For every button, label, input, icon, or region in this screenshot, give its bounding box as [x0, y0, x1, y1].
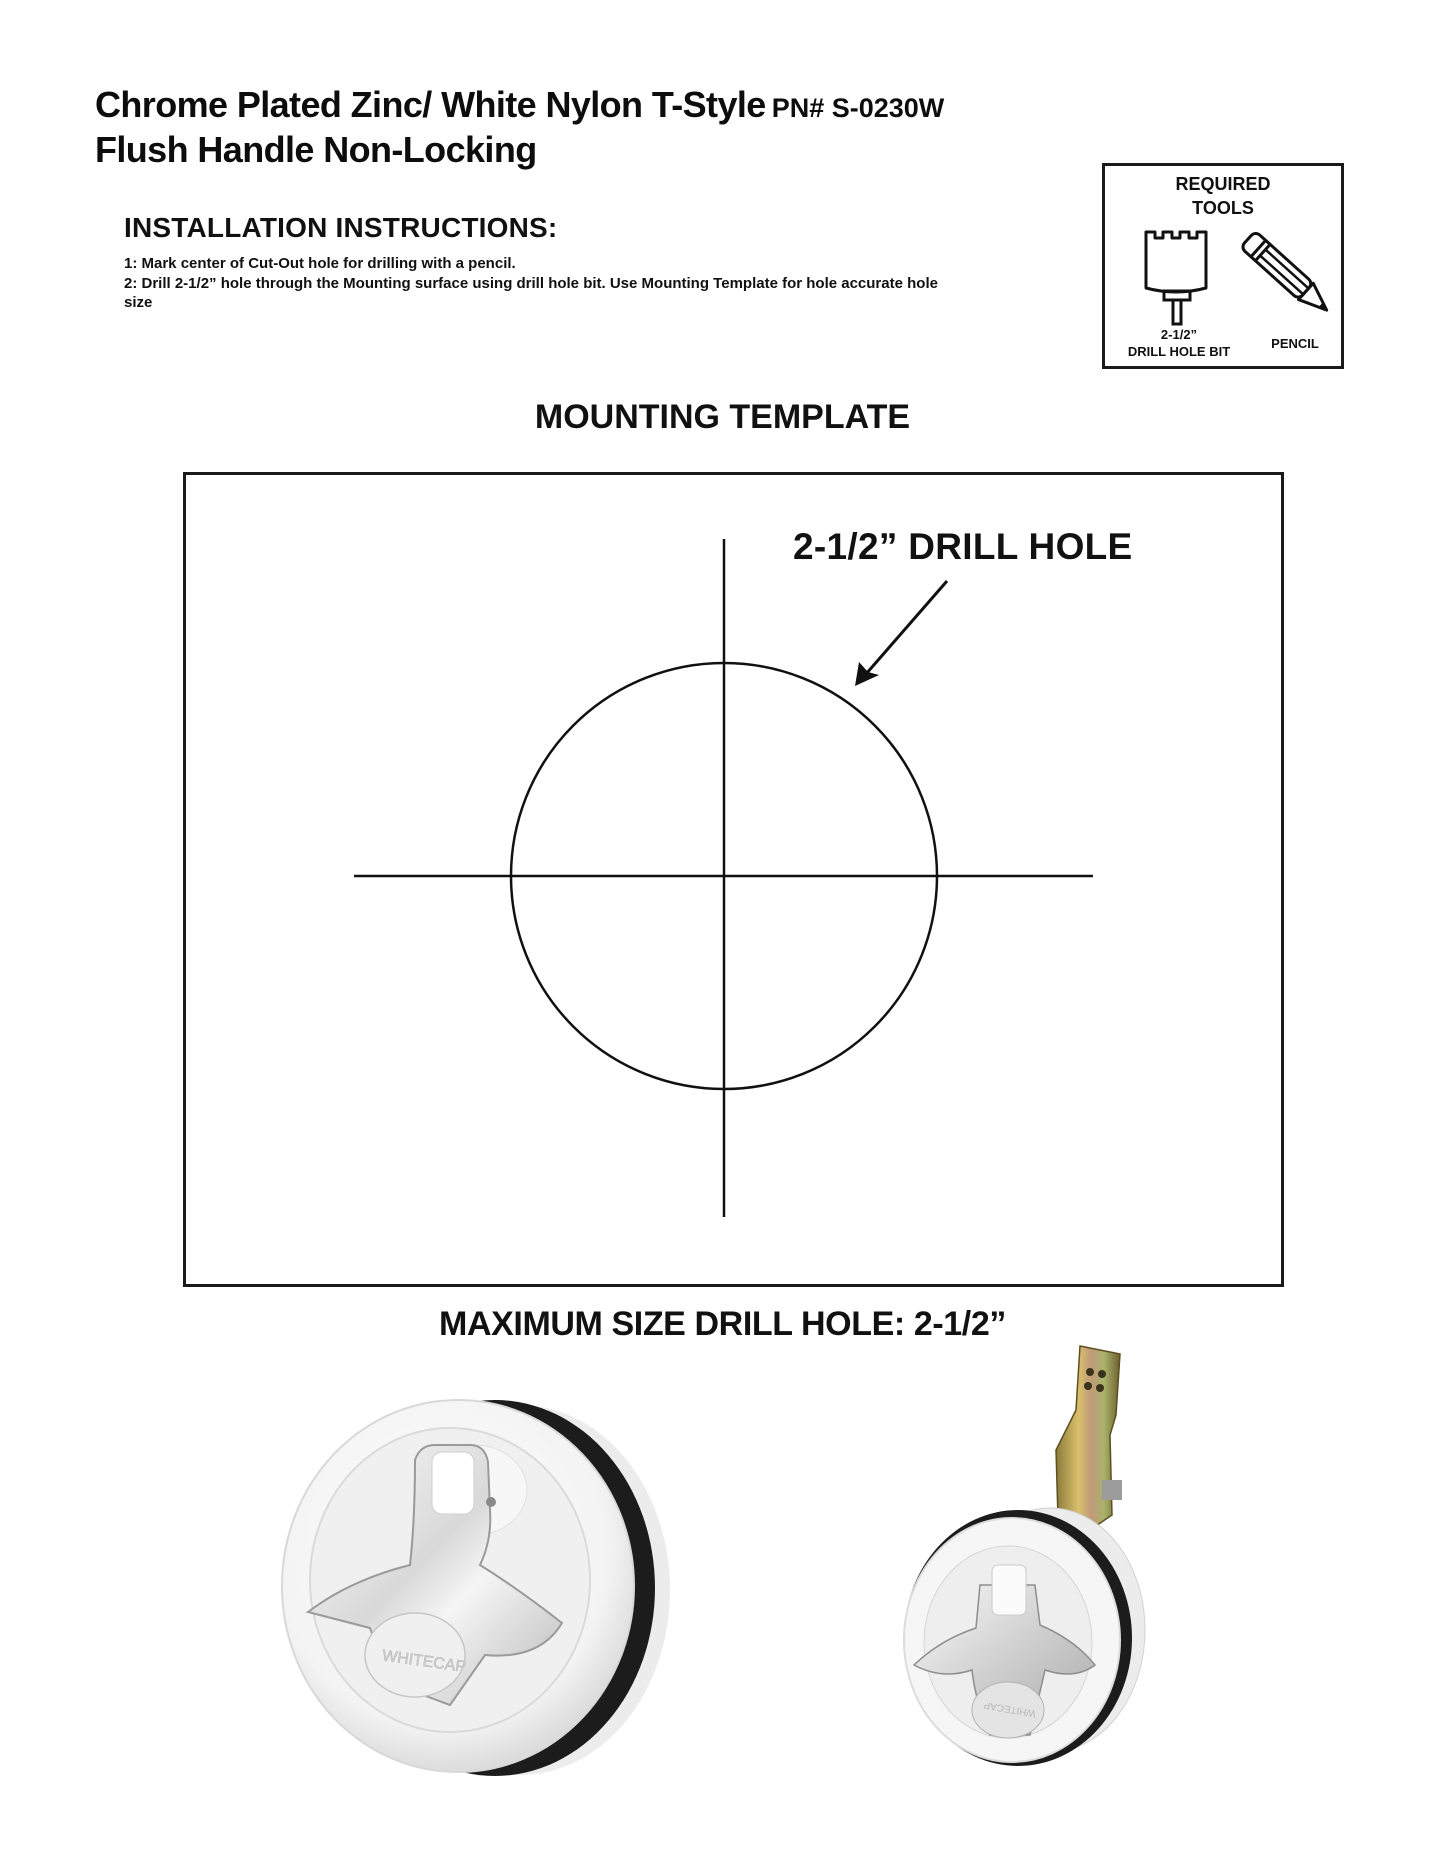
installation-steps [124, 254, 984, 313]
mounting-template-heading: MOUNTING TEMPLATE [534, 398, 911, 436]
required-tools-title-line2: TOOLS [1192, 198, 1254, 218]
hole-saw-drill-bit-icon [1142, 226, 1212, 326]
drill-bit-size: 2-1/2” [1160, 327, 1198, 342]
mounting-template-box [183, 472, 1284, 1287]
product-title-line1: Chrome Plated Zinc/ White Nylon T-Style [95, 84, 766, 125]
drill-bit-name: DRILL HOLE BIT [1127, 344, 1231, 359]
installation-step: 2: Drill 2-1/2” hole through the Mounting surface using drill hole bit. Use Mounting Template for hole accurate hole size [124, 274, 938, 311]
drill-hole-label: 2-1/2” DRILL HOLE [793, 526, 1133, 567]
maximum-drill-hole-heading: MAXIMUM SIZE DRILL HOLE: 2-1/2” [439, 1305, 1006, 1343]
product-title [95, 85, 944, 128]
required-tools-box [1102, 163, 1344, 369]
product-subtitle: Flush Handle Non-Locking [95, 129, 537, 170]
product-photo-front-view [270, 1390, 700, 1790]
part-number: PN# S-0230W [771, 93, 945, 123]
brand-mark: WHITECAP [381, 1647, 468, 1677]
product-photo-angled-view [880, 1340, 1170, 1770]
required-tools-title [1105, 172, 1341, 220]
required-tools-title-line1: REQUIRED [1175, 174, 1271, 194]
drill-bit-label [1113, 326, 1245, 360]
brand-mark: WHITECAP [982, 1698, 1037, 1719]
pencil-icon [1241, 231, 1341, 326]
pencil-label: PENCIL [1271, 336, 1319, 351]
installation-step: 1: Mark center of Cut-Out hole for drilling with a pencil. [124, 255, 516, 272]
installation-instructions-heading: INSTALLATION INSTRUCTIONS: [124, 212, 558, 243]
